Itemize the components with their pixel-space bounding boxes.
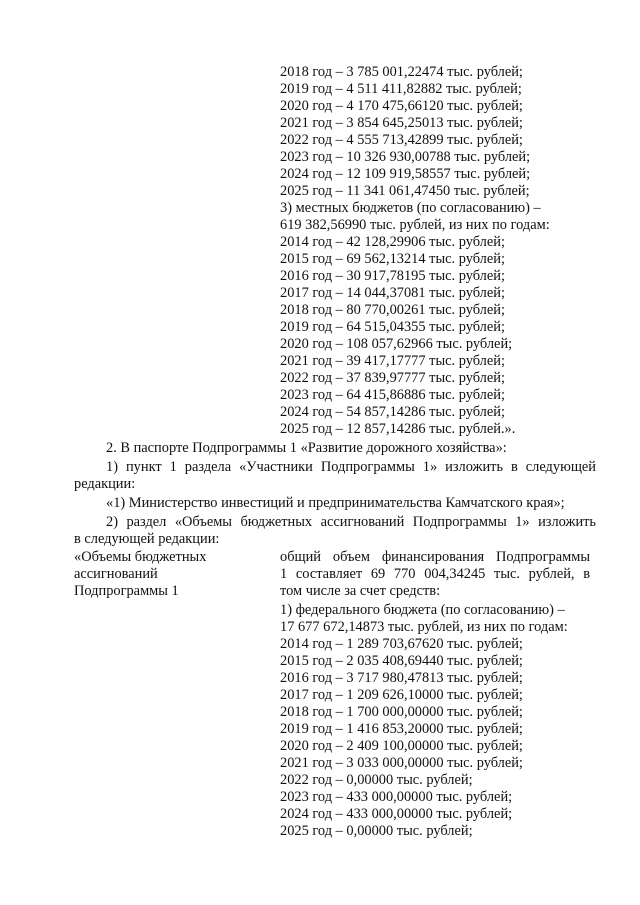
budget-line: 2019 год – 64 515,04355 тыс. рублей; [280, 319, 505, 335]
budget-line: 2021 год – 3 033 000,00000 тыс. рублей; [280, 755, 523, 771]
budget-line: 2021 год – 3 854 645,25013 тыс. рублей; [280, 115, 523, 131]
budget-line: 2020 год – 2 409 100,00000 тыс. рублей; [280, 738, 523, 754]
budget-line: 2018 год – 3 785 001,22474 тыс. рублей; [280, 64, 523, 80]
budget-line: 2016 год – 30 917,78195 тыс. рублей; [280, 268, 505, 284]
budget-line: 2015 год – 69 562,13214 тыс. рублей; [280, 251, 505, 267]
paragraph-2: 2. В паспорте Подпрограммы 1 «Развитие дорожного хозяйства»: [106, 440, 507, 456]
federal-budget-heading: 1) федерального бюджета (по согласованию) – [280, 602, 565, 618]
total-financing-line-2: 1 составляет 69 770 004,34245 тыс. рублей, в [280, 566, 590, 582]
budget-line: 2014 год – 42 128,29906 тыс. рублей; [280, 234, 505, 250]
budget-line: 2018 год – 1 700 000,00000 тыс. рублей; [280, 704, 523, 720]
table-left-label: Подпрограммы 1 [74, 583, 179, 599]
budget-line: 2014 год – 1 289 703,67620 тыс. рублей; [280, 636, 523, 652]
budget-line: 2023 год – 10 326 930,00788 тыс. рублей; [280, 149, 531, 165]
budget-line: 2024 год – 433 000,00000 тыс. рублей; [280, 806, 513, 822]
budget-line: 2022 год – 4 555 713,42899 тыс. рублей; [280, 132, 523, 148]
paragraph-4: «1) Министерство инвестиций и предпринимательства Камчатского края»; [106, 495, 565, 511]
budget-line: 2019 год – 4 511 411,82882 тыс. рублей; [280, 81, 522, 97]
budget-line: 2024 год – 12 109 919,58557 тыс. рублей; [280, 166, 531, 182]
budget-line: 2023 год – 64 415,86886 тыс. рублей; [280, 387, 505, 403]
paragraph-5-line-2: в следующей редакции: [74, 531, 220, 547]
budget-line: 2025 год – 0,00000 тыс. рублей; [280, 823, 473, 839]
budget-line: 2017 год – 1 209 626,10000 тыс. рублей; [280, 687, 523, 703]
paragraph-3-line-2: редакции: [74, 476, 136, 492]
local-budget-total: 619 382,56990 тыс. рублей, из них по годам: [280, 217, 550, 233]
budget-line: 2022 год – 37 839,97777 тыс. рублей; [280, 370, 505, 386]
federal-budget-total: 17 677 672,14873 тыс. рублей, из них по годам: [280, 619, 568, 635]
budget-line: 2016 год – 3 717 980,47813 тыс. рублей; [280, 670, 523, 686]
budget-line: 2019 год – 1 416 853,20000 тыс. рублей; [280, 721, 523, 737]
table-left-label: «Объемы бюджетных [74, 549, 207, 565]
budget-line: 2022 год – 0,00000 тыс. рублей; [280, 772, 473, 788]
local-budget-heading: 3) местных бюджетов (по согласованию) – [280, 200, 541, 216]
budget-line: 2024 год – 54 857,14286 тыс. рублей; [280, 404, 505, 420]
table-left-label: ассигнований [74, 566, 158, 582]
total-financing-line-1: общий объем финансирования Подпрограммы [280, 549, 590, 565]
budget-line: 2020 год – 4 170 475,66120 тыс. рублей; [280, 98, 523, 114]
budget-line: 2018 год – 80 770,00261 тыс. рублей; [280, 302, 505, 318]
paragraph-5-line-1: 2) раздел «Объемы бюджетных ассигнований Подпрограммы 1» изложить [106, 514, 596, 530]
budget-line: 2025 год – 11 341 061,47450 тыс. рублей; [280, 183, 530, 199]
total-financing-line-3: том числе за счет средств: [280, 583, 441, 599]
budget-line: 2015 год – 2 035 408,69440 тыс. рублей; [280, 653, 523, 669]
budget-line: 2017 год – 14 044,37081 тыс. рублей; [280, 285, 505, 301]
budget-line: 2021 год – 39 417,17777 тыс. рублей; [280, 353, 505, 369]
budget-line: 2020 год – 108 057,62966 тыс. рублей; [280, 336, 513, 352]
paragraph-3-line-1: 1) пункт 1 раздела «Участники Подпрограммы 1» изложить в следующей [106, 459, 596, 475]
budget-line: 2023 год – 433 000,00000 тыс. рублей; [280, 789, 513, 805]
budget-line: 2025 год – 12 857,14286 тыс. рублей.». [280, 421, 516, 437]
